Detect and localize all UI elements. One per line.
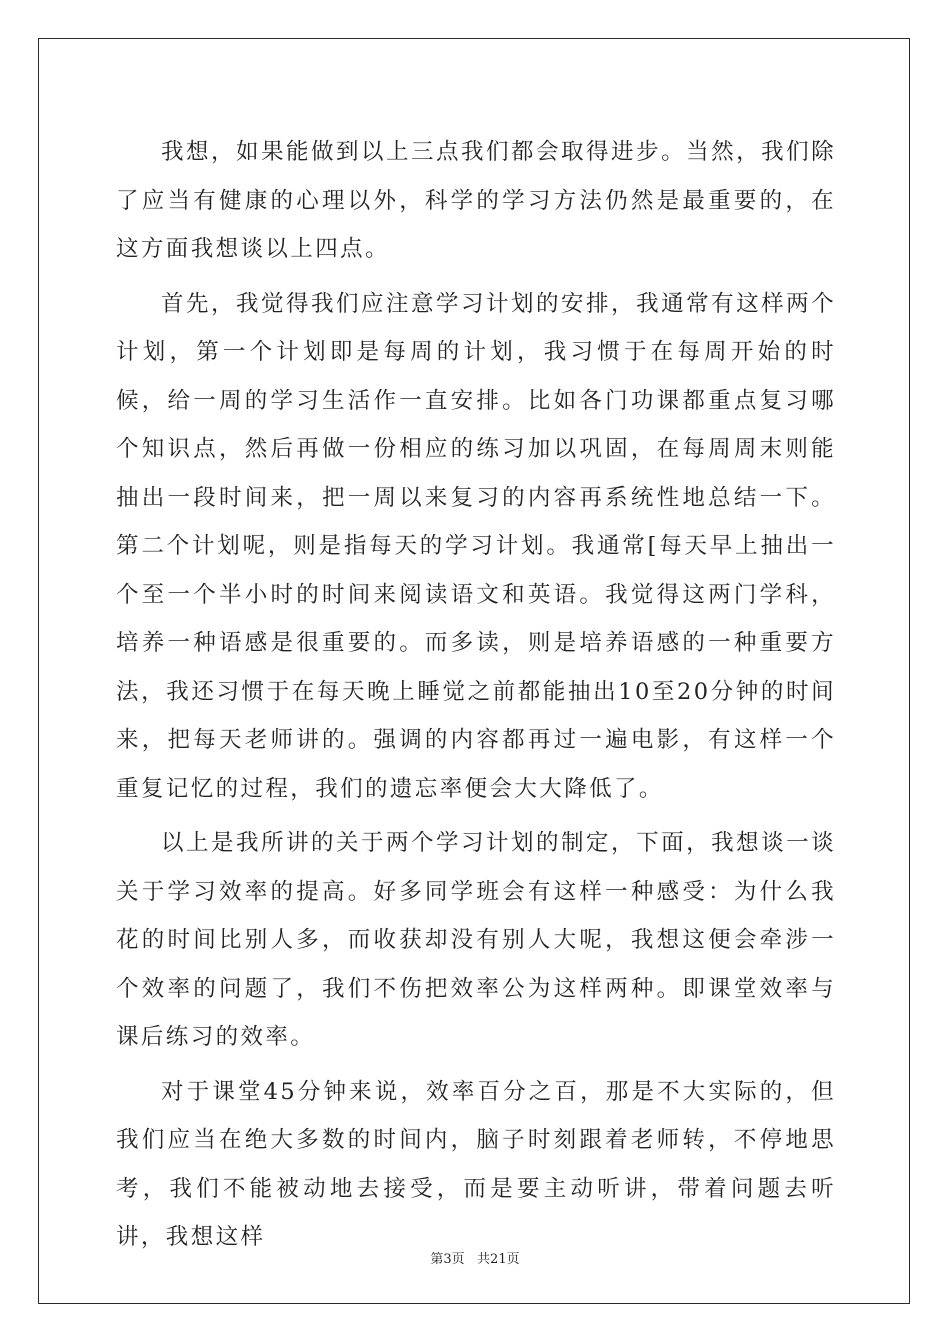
paragraph-4: 对于课堂45分钟来说，效率百分之百，那是不大实际的，但我们应当在绝大多数的时间内，脑子时刻跟着老师转，不停地思考，我们不能被动地去接受，而是要主动听讲，带着问题去听讲，我想这样	[116, 1078, 836, 1250]
paragraph-3: 以上是我所讲的关于两个学习计划的制定，下面，我想谈一谈关于学习效率的提高。好多同学班会有这样一种感受：为什么我花的时间比别人多，而收获却没有别人大呢，我想这便会牵涉一个效率的问题了，我们不伤把效率公为这样两种。即课堂效率与课后练习的效率。	[116, 830, 836, 1050]
document-body	[116, 128, 836, 1268]
paragraph-1: 我想，如果能做到以上三点我们都会取得进步。当然，我们除了应当有健康的心理以外，科学的学习方法仍然是最重要的，在这方面我想谈以上四点。	[116, 139, 836, 262]
paragraph-2: 首先，我觉得我们应注意学习计划的安排，我通常有这样两个计划，第一个计划即是每周的计划，我习惯于在每周开始的时候，给一周的学习生活作一直安排。比如各门功课都重点复习哪个知识点，然后再做一份相应的练习加以巩固，在每周周末则能抽出一段时间来，把一周以来复习的内容再系统性地总结一下。第二个计划呢，则是指每天的学习计划。我通常[每天早上抽出一个至一个半小时的时间来阅读语文和英语。我觉得这两门学科，培养一种语感是很重要的。而多读，则是培养语感的一种重要方法，我还习惯于在每天晚上睡觉之前都能抽出10至20分钟的时间来，把每天老师讲的。强调的内容都再过一遍电影，有这样一个重复记忆的过程，我们的遗忘率便会大大降低了。	[116, 290, 836, 802]
page-number-footer: 第3页 共21页	[430, 1252, 520, 1267]
